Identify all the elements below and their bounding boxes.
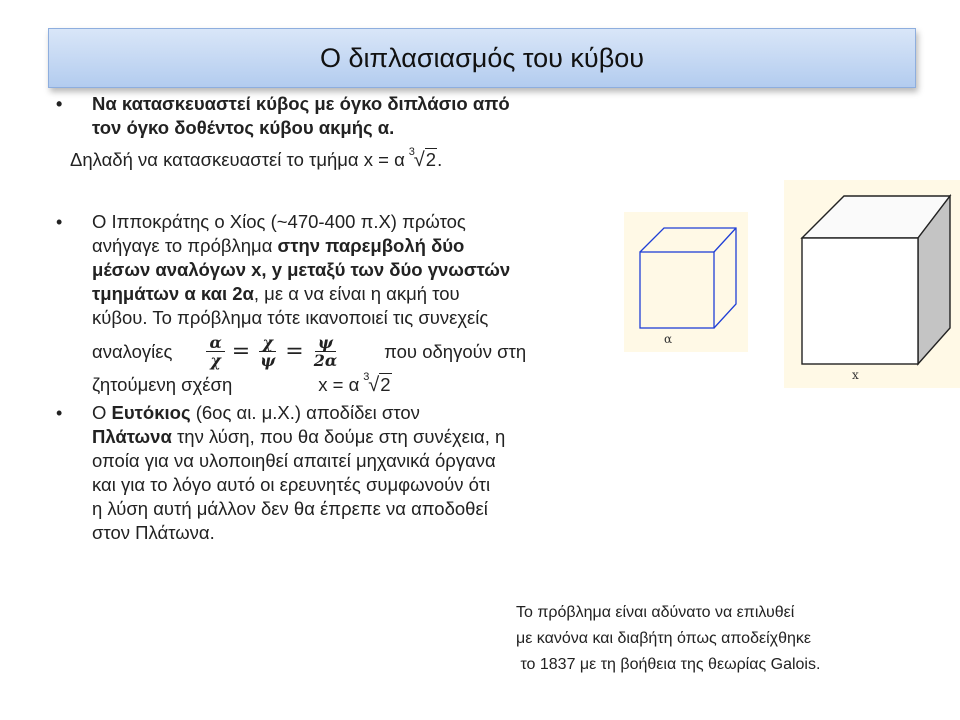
dilady-text: Δηλαδή να κατασκευαστεί το τμήμα x = α: [70, 149, 405, 170]
bullet-3-line-3: οποία για να υλοποιηθεί απαιτεί μηχανικά όργανα: [92, 450, 496, 471]
bullet-3-line-5: η λύση αυτή μάλλον δεν θα έπρεπε να αποδοθεί: [92, 498, 488, 519]
bullet-2-line-4: τμημάτων α και 2α, με α να είναι η ακμή του: [92, 283, 460, 304]
bullet-1-line-1: • Να κατασκευαστεί κύβος με όγκο διπλάσιο από: [92, 93, 510, 114]
fraction-x-over-y: $\frac{\chi}{\psi}$: [260, 333, 276, 370]
large-cube-label: x: [852, 368, 859, 382]
cube-root-2: [409, 148, 437, 172]
bullet-1: [56, 92, 656, 140]
radicand: 2: [380, 374, 391, 395]
radical-sign: √: [413, 149, 425, 171]
radical-sign: √: [368, 374, 380, 396]
analogies-line: [92, 334, 656, 369]
analogies-label: αναλογίες: [92, 340, 173, 362]
dilady-suffix: .: [437, 149, 443, 170]
bullet-2-line-1: • Ο Ιπποκράτης ο Χίος (~470-400 π.Χ) πρώτος: [92, 211, 466, 232]
bullet-2-line-5: κύβου. Το πρόβλημα τότε ικανοποιεί τις συνεχείς: [92, 307, 489, 328]
sought-relation-line: [92, 373, 656, 397]
small-cube-label: α: [664, 332, 673, 346]
bullet-3-line-2: Πλάτωνα την λύση, που θα δούμε στη συνέχεια, η: [92, 426, 506, 447]
fraction-y-over-2a: $\frac{\psi}{2\alpha}$: [313, 333, 338, 370]
dilady-line: [70, 148, 656, 172]
radicand: 2: [425, 149, 437, 170]
bullet-3-line-1: • Ο Ευτόκιος (6ος αι. μ.Χ.) αποδίδει στον: [92, 402, 420, 423]
slide-content: [56, 92, 656, 545]
slide-title-bar: [48, 28, 916, 88]
bullet-2-line-2: ανήγαγε το πρόβλημα στην παρεμβολή δύο: [92, 235, 465, 256]
cube-root-2: [363, 373, 391, 397]
large-cube-figure: [784, 180, 960, 388]
fraction-a-over-x: $\frac{\alpha}{\chi}$: [206, 334, 224, 369]
note-line-1: Το πρόβλημα είναι αδύνατο να επιλυθεί: [516, 604, 795, 621]
bold-text: τμημάτων α και 2α: [92, 283, 254, 304]
note-line-3: το 1837 με τη βοήθεια της θεωρίας Galois.: [516, 656, 821, 673]
large-cube-icon: [784, 180, 960, 388]
galois-note: [516, 600, 820, 678]
note-line-2: με κανόνα και διαβήτη όπως αποδείχθηκε: [516, 630, 811, 647]
bold-text: στην παρεμβολή δύο: [277, 235, 465, 256]
slide-title: Ο διπλασιασμός του κύβου: [319, 42, 645, 73]
sought-label: ζητούμενη σχέση: [92, 374, 233, 395]
bullet-3: [56, 401, 656, 545]
bold-text: Πλάτωνα: [92, 426, 172, 447]
small-cube-figure: [624, 212, 748, 352]
equals-sign: =: [231, 338, 251, 364]
small-cube-icon: [624, 212, 748, 352]
bold-text: Ευτόκιος: [111, 402, 191, 423]
root-index: 3: [363, 371, 370, 383]
bullet-3-line-6: στον Πλάτωνα.: [92, 522, 215, 543]
bullet-2-line-3: μέσων αναλόγων x, y μεταξύ των δύο γνωστών: [92, 259, 511, 280]
lead-text: που οδηγούν στη: [384, 340, 527, 362]
bullet-2: [56, 210, 656, 397]
root-index: 3: [408, 146, 415, 158]
bullet-1-line-2: τον όγκο δοθέντος κύβου ακμής α.: [92, 117, 395, 138]
relation-text: x = α: [318, 374, 360, 395]
equals-sign: =: [285, 338, 304, 364]
bullet-3-line-4: και για το λόγο αυτό οι ερευνητές συμφωνούν ότι: [92, 474, 491, 495]
